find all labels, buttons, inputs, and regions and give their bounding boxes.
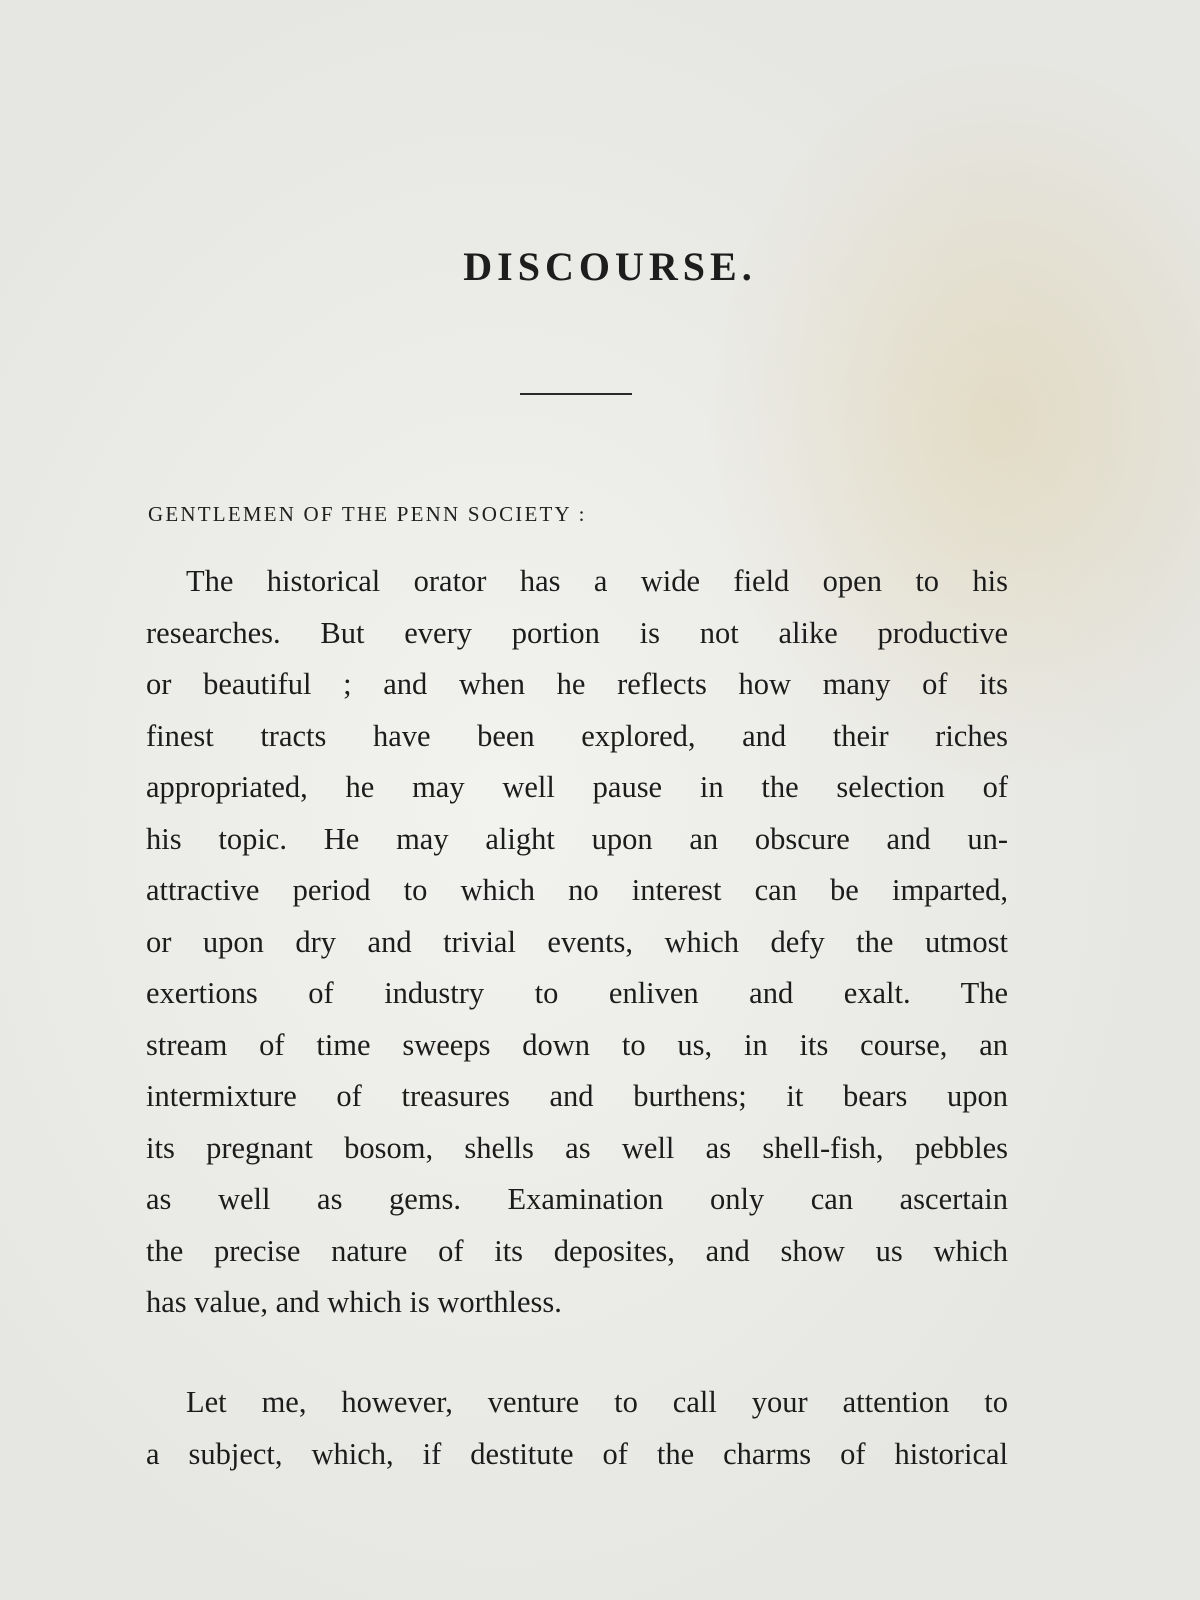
paragraph-line: exertions of industry to enliven and exalt. The [146, 976, 1008, 1010]
paragraph-line: researches. But every portion is not alike productive [146, 615, 1008, 650]
paragraph-line: his topic. He may alight upon an obscure and un- [146, 821, 1008, 856]
paragraph-line: stream of time sweeps down to us, in its course, an [146, 1027, 1008, 1062]
paragraph-line: as well as gems. Examination only can ascertain [146, 1182, 1008, 1216]
paragraph-line: appropriated, he may well pause in the selection of [146, 770, 1008, 804]
salutation: GENTLEMEN OF THE PENN SOCIETY : [148, 502, 587, 526]
paragraph-line: intermixture of treasures and burthens; it bears upon [146, 1079, 1008, 1113]
paragraph-line: The historical orator has a wide field open to his [186, 564, 1008, 598]
paragraph-line: the precise nature of its deposites, and show us which [146, 1233, 1008, 1268]
paragraph-line: attractive period to which no interest can be imparted, [146, 873, 1008, 907]
page-title: DISCOURSE. [463, 244, 757, 289]
paragraph-1 [146, 556, 1008, 1329]
paragraph-line: has value, and which is worthless. [146, 1285, 562, 1319]
paragraph-2 [146, 1377, 1008, 1480]
paragraph-line: finest tracts have been explored, and their riches [146, 718, 1008, 753]
paragraph-line: Let me, however, venture to call your attention to [186, 1385, 1008, 1419]
paragraph-line: a subject, which, if destitute of the charms of historical [146, 1436, 1008, 1471]
paragraph-line: its pregnant bosom, shells as well as shell-fish, pebbles [146, 1130, 1008, 1165]
title-rule [520, 393, 632, 395]
paragraph-line: or beautiful ; and when he reflects how many of its [146, 667, 1008, 701]
paragraph-line: or upon dry and trivial events, which defy the utmost [146, 924, 1008, 959]
show-through-text [150, 35, 1030, 399]
